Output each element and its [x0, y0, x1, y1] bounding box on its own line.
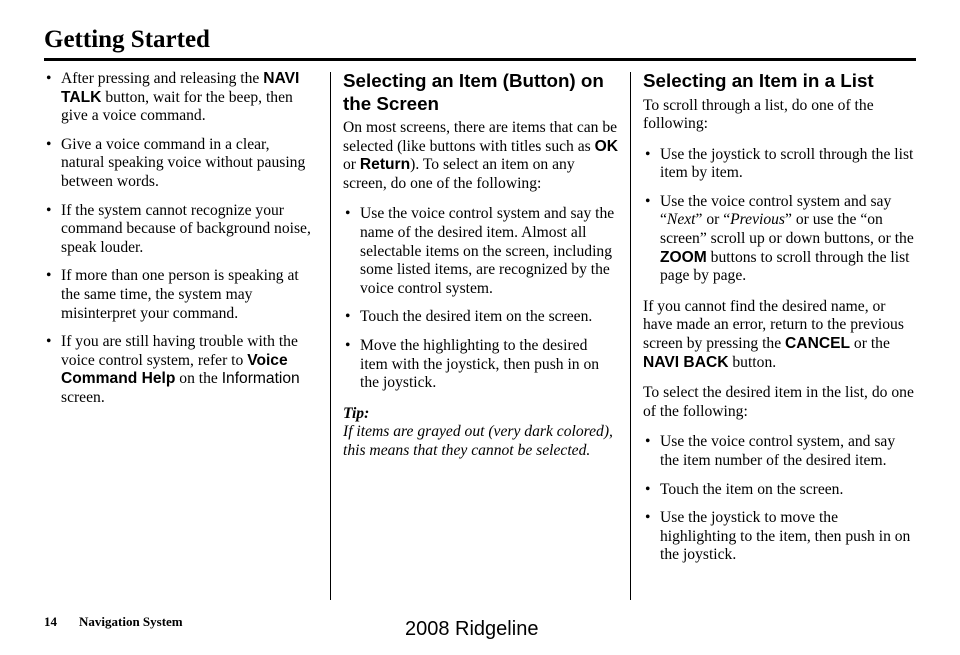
ok-key: OK: [594, 137, 619, 155]
tip-label: Tip:: [343, 404, 370, 422]
list-item: • Use the voice control system, and say the item number of the desired item.: [643, 433, 918, 470]
column-select-button: [343, 66, 618, 461]
list-item: • If you are still having trouble with the voice control system, refer to Voice Command Help on the Information screen.: [44, 333, 316, 407]
list-item: • If the system cannot recognize your command because of background noise, speak louder.: [44, 202, 316, 258]
list-item: • Give a voice command in a clear, natural speaking voice without pausing between words.: [44, 136, 316, 192]
list-item: • If more than one person is speaking at the same time, the system may misinterpret your command.: [44, 267, 316, 323]
voice-command-help-ref: Voice Command Help: [61, 351, 288, 388]
list-item: • Use the joystick to move the highlighting to the item, then push in on the joystick.: [643, 509, 918, 565]
column-select-list: [643, 66, 918, 577]
page-title: Getting Started: [44, 26, 210, 53]
return-key: Return: [359, 156, 411, 174]
section-intro: To scroll through a list, do one of the following:: [643, 96, 874, 133]
information-ref: Information: [221, 370, 300, 388]
list-item: • Move the highlighting to the desired item with the joystick, then push in on the joystick.: [343, 337, 618, 393]
watermark: 2008 Ridgeline: [405, 618, 539, 640]
section-heading: Selecting an Item (Button) on the Screen: [343, 70, 604, 114]
section-intro: On most screens, there are items that can be selected (like buttons with titles such as OK or Return). To select an item on any screen, do one of the following:: [343, 119, 619, 192]
list-item: • Touch the desired item on the screen.: [343, 308, 618, 327]
scroll-methods-list: [643, 146, 918, 286]
list-item: • Use the voice control system and say the name of the desired item. Almost all selectable items on the screen, including some listed items, are recognized by the voice control system.: [343, 205, 618, 298]
zoom-key: ZOOM: [660, 248, 707, 266]
column-voice-tips: [44, 66, 316, 420]
select-list-methods: [643, 433, 918, 565]
footer-section-title: Navigation System: [79, 614, 183, 629]
paragraph: To select the desired item in the list, do one of the following:: [643, 384, 914, 420]
header-divider: [44, 58, 916, 61]
voice-tips-list: [44, 70, 316, 408]
navi-talk-key: NAVI TALK: [61, 70, 300, 106]
navi-back-key: NAVI BACK: [643, 353, 729, 371]
cancel-key: CANCEL: [785, 335, 851, 353]
list-item: • After pressing and releasing the NAVI TALK button, wait for the beep, then give a voice command.: [44, 70, 316, 126]
column-divider-2: [630, 72, 631, 600]
list-item: • Use the joystick to scroll through the list item by item.: [643, 146, 918, 183]
list-item: • Use the voice control system and say “Next” or “Previous” or use the “on screen” scroll up or down buttons, or the ZOOM buttons to scroll through the list page by page.: [643, 193, 918, 286]
tip-text: If items are grayed out (very dark colored), this means that they cannot be selected.: [343, 423, 613, 459]
section-heading: Selecting an Item in a List: [643, 70, 874, 91]
column-divider-1: [330, 72, 331, 600]
list-item: • Touch the item on the screen.: [643, 481, 918, 500]
select-methods-list: [343, 205, 618, 392]
page-number: 14: [44, 614, 57, 629]
paragraph: If you cannot find the desired name, or have made an error, return to the previous screen by pressing the CANCEL or the NAVI BACK button.: [643, 297, 904, 371]
